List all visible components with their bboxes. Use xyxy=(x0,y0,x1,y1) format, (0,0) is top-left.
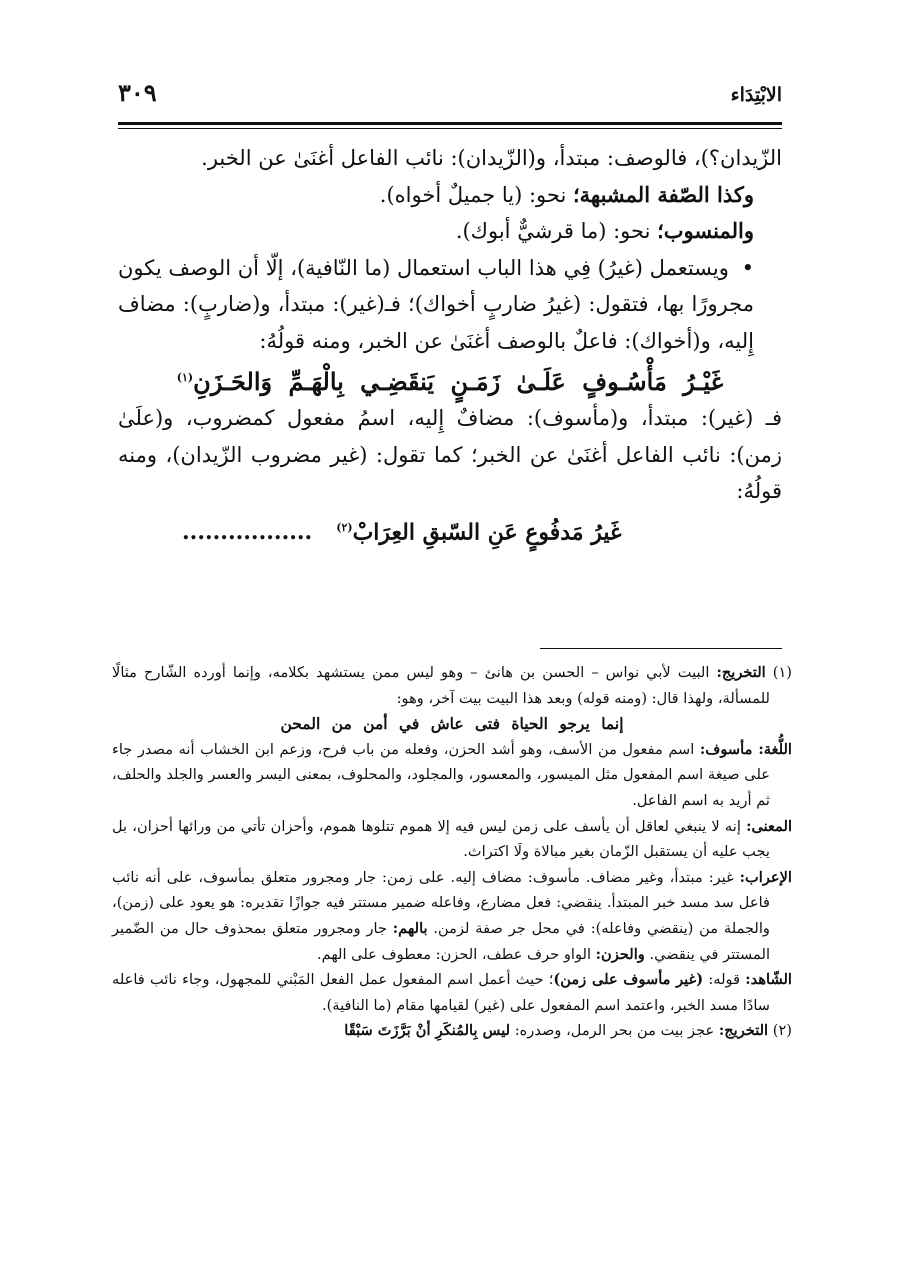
shahid-text-2: ؛ حيث أعمل اسم المفعول عمل الفعل المَبْني للمجهول، وجاء نائب فاعله سادًا مسد الخبر، واعتمد اسم المفعول على (غير) لقيامها مقام (ما النافية). xyxy=(112,971,770,1014)
ghayr-paragraph-text: ويستعمل (غيرُ) فِي هذا الباب استعمال (ما النّافية)، إلّا أن الوصف يكون مجرورًا بها، فتقول: (غيرُ ضاربٍ أخواك)؛ فـ(غير): مبتدأ، و(ضاربٍ): مضاف إِليه، و(أخواك): فاعلٌ بالوصف أغنَىٰ عن الخبر، ومنه قولُهُ: xyxy=(118,255,754,353)
maana-label: المعنى: xyxy=(746,817,792,835)
mansub-line xyxy=(118,213,782,250)
footnote-1-number: (١) xyxy=(772,664,792,681)
lugha-text: اسم مفعول من الأسف، وهو أشد الحزن، وفعله من باب فرح، وزعم ابن الخشاب أنه مصدر جاء على صيغة اسم المفعول مثل الميسور، والمعسور، والمجلود، والمحلوف، بمعنى اليسر والعسر والجلد والحلف، ثم أريد به اسم الفاعل. xyxy=(112,740,770,809)
irab-bilham-label: بالهم: xyxy=(392,919,428,937)
intro-line: الزّيدان؟)، فالوصف: مبتدأ، و(الزّيدان): نائب الفاعل أغنَىٰ عن الخبر. xyxy=(201,146,782,170)
shahid-note xyxy=(112,967,792,1018)
running-title: الابْتِدَاء xyxy=(730,84,782,106)
sifa-example: نحو: (يا جميلٌ أخواه). xyxy=(379,182,573,207)
header-rule-thick xyxy=(118,122,782,125)
irab-label: الإعراب: xyxy=(739,868,792,886)
footnote-1 xyxy=(112,660,792,711)
footnote-2 xyxy=(112,1018,792,1044)
verse-1-text: غَيْـرُ مَأْسُـوفٍ عَلَـىٰ زَمَـنٍ يَنقَضِـي بِالْهَـمِّ وَالحَـزَنِ xyxy=(193,366,724,396)
shahid-text-1: قوله: xyxy=(703,971,746,989)
lugha-label: اللُّغة: مأسوف: xyxy=(699,740,792,758)
footnote-2-label: التخريج: xyxy=(718,1022,769,1040)
mansub-term: والمنسوب؛ xyxy=(657,218,754,244)
footnote-1-label: التخريج: xyxy=(716,664,766,681)
irab-text-3: الواو حرف عطف، الحزن: معطوف على الهم. xyxy=(316,945,596,963)
verse-2-dots: ................. xyxy=(182,519,313,546)
page-number: ٣٠٩ xyxy=(118,78,157,107)
irab-text-2: جار ومجرور متعلق بمحذوف حال من الضّمير المستتر في ينقضي. xyxy=(112,919,770,963)
footnotes xyxy=(112,660,792,1044)
footnote-2-sadr: ليس بِالمُنكَرِ أنْ بَرَّزَتَ سَبْقًا xyxy=(344,1022,511,1040)
footnote-ref-2[interactable]: (٢) xyxy=(336,520,353,534)
maana-note xyxy=(112,814,792,865)
mansub-example: نحو: (ما قرشيٌّ أبوك). xyxy=(455,219,658,244)
sifa-term: وكذا الصّفة المشبهة؛ xyxy=(572,181,754,207)
sifa-line xyxy=(118,177,782,214)
footnote-ref-1[interactable]: (١) xyxy=(176,370,194,384)
footnote-2-number: (٢) xyxy=(772,1022,792,1040)
main-text xyxy=(118,140,782,551)
footnote-separator xyxy=(540,648,782,649)
footnote-1-verse: إنما يرجو الحياة فتى عاش في أمن من المحن xyxy=(280,714,624,734)
shahid-label: الشّاهد: xyxy=(745,971,792,989)
irab-hazan-label: والحزن: xyxy=(595,945,645,963)
bullet-icon: • xyxy=(741,255,754,280)
irab-note xyxy=(112,865,792,967)
verse-2 xyxy=(118,510,782,551)
footnote-1-text: البيت لأبي نواس – الحسن بن هانئ – وهو ليس ممن يستشهد بكلامه، وإنما أورده الشّارح مثالًا للمسألة، ولهذا قال: (ومنه قوله) وبعد هذا البيت بيت آخر، وهو: xyxy=(112,664,770,707)
page-header xyxy=(118,78,782,118)
footnote-2-text: عجز بيت من بحر الرمل، وصدره: xyxy=(510,1022,719,1040)
verse-1-explanation: فـ (غير): مبتدأ، و(مأسوف): مضافٌ إِليه، اسمُ مفعول كمضروب، و(علَىٰ زمن): نائب الفاعل أغنَىٰ عن الخبر؛ كما تقول: (غير مضروب الزّيدان)، ومنه قولُهُ: xyxy=(118,406,782,504)
shahid-quote: (غير مأسوف على زمن) xyxy=(553,971,704,989)
lugha-note xyxy=(112,737,792,814)
verse-2-text: غَيرُ مَدفُوعٍ عَنِ السّبقِ العِرَابْ xyxy=(352,519,622,546)
header-rule-thin xyxy=(118,128,782,129)
verse-1 xyxy=(118,360,782,401)
maana-text: إنه لا ينبغي لعاقل أن يأسف على زمن ليس فيه إلا هموم تتلوها هموم، وأحزان تأتي من ورائها أحزان، بل يجب عليه أن يستقبل الزّمان بغير مبالاة ولَا اكتراث. xyxy=(112,817,770,861)
irab-text-1: غير: مبتدأ، وغير مضاف. مأسوف: مضاف إليه. على زمن: جار ومجرور متعلق بمأسوف، على أنه نائب فاعل سد مسد خبر المبتدأ. ينقضي: فعل مضارع، وفاعله ضمير مستتر فيه جوازًا تقديره: هو يعود على (زمن)، والجملة من (ينقضي وفاعله): في محل جر صفة لزمن. xyxy=(112,868,770,937)
ghayr-paragraph xyxy=(118,250,782,360)
